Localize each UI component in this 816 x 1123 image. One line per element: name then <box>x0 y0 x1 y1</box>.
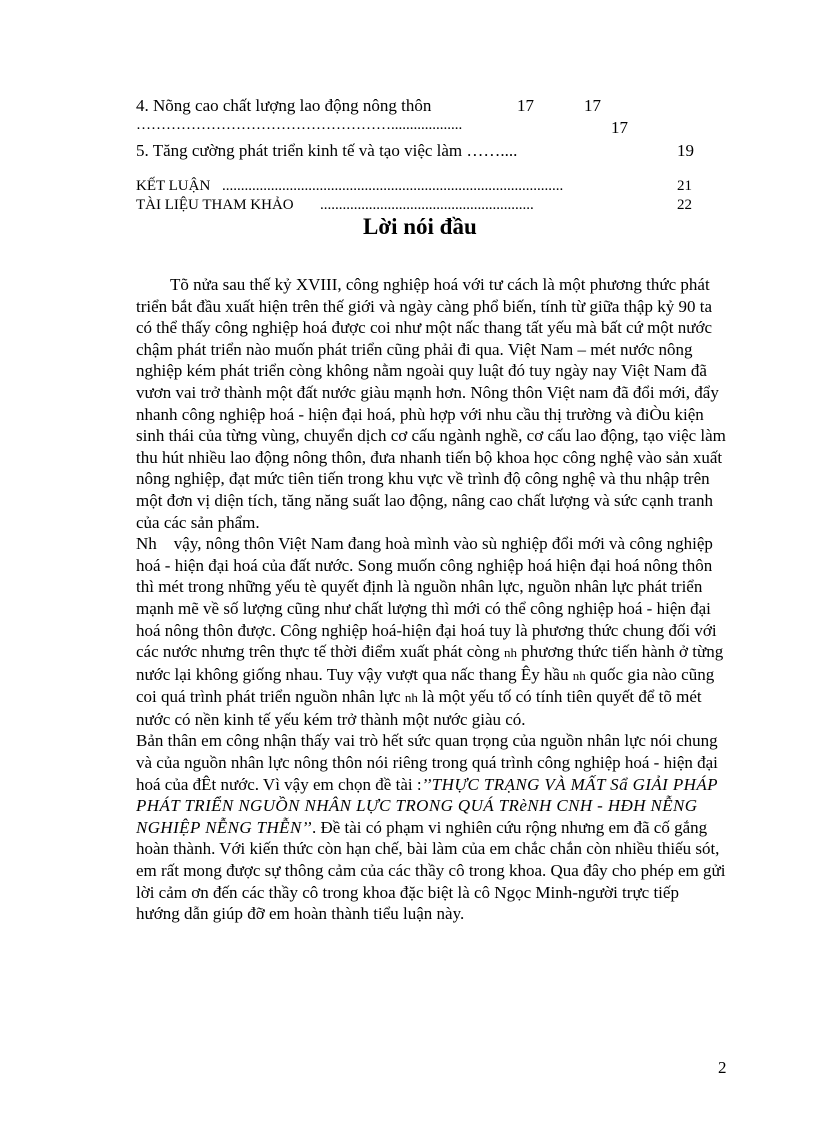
paragraph-3-text-a: Bản thân em công nhận thấy vai trò hết sức quan trọng của nguồn nhân lực nói chung và của nguồn nhân lực nông thôn nói riêng trong quá trình công nghiệp hoá - hiện đại hoá của đÊt nước. Vì vậy em chọn đề tài : <box>136 731 718 794</box>
paragraph-2-start: Nh <box>136 534 157 554</box>
toc-item-4-dots: ……………………………………………................... <box>136 117 463 133</box>
toc-item-4-page-b: 17 <box>584 96 601 115</box>
paragraph-2-text-c: quốc gia nào cũng coi quá trình phát triển nguồn nhân lực <box>136 664 715 707</box>
fragment-nh-2: nh <box>572 667 586 683</box>
toc-item-4-label: 4. Nõng cao chất lượng lao động nông thôn <box>136 96 432 115</box>
toc-conclusion-page: 21 <box>677 178 692 194</box>
toc-references-label: TÀI LIỆU THAM KHẢO <box>136 197 294 213</box>
paragraph-3-text-b: . Đề tài có phạm vi nghiên cứu rộng nhưng em đã cố gắng hoàn thành. Với kiến thức còn hạn chế, bài làm của em chắc chắn còn nhiều thiếu sót, em rất mong được sự thông cảm của các thầy cô trong khoa. Qua đây cho phép em gửi lời cảm ơn đến các thầy cô trong khoa đặc biệt là cô Ngọc Minh-người trực tiếp hướng dẫn giúp đỡ em hoàn thành tiểu luận này. <box>136 817 726 924</box>
page-number: 2 <box>718 1058 727 1077</box>
toc-references-page: 22 <box>677 197 692 213</box>
fragment-nh-1: nh <box>504 645 518 661</box>
paragraph-2 <box>136 533 726 730</box>
toc-references-dots: ......................................................... <box>320 197 534 213</box>
paragraph-2-text-a: vậy, nông thôn Việt Nam đang hoà mình vào sù nghiệp đổi mới và công nghiệp hoá - hiện đại hoá của đất nước. Song muốn công nghiệp hoá hiện đại hoá nông thôn thì mét trong những yếu tè quyết định là nguồn nhân lực, nguồn nhân lực phát triển mạnh mẽ về số lượng cũng như chất lượng thì mới có thể công nghiệp hoá - hiện đại hoá nông thôn được. Công nghiệp hoá-hiện đại hoá tuy là phương thức chung đối với các nước nhưng trên thực tế thời điểm xuất phát còng <box>136 534 717 662</box>
body-text <box>136 274 726 925</box>
toc-item-5-label: 5. Tăng cường phát triển kinh tế và tạo việc làm …….... <box>136 141 518 160</box>
paragraph-2-text-b: phương thức tiến hành ở từng nước lại không giống nhau. Tuy vậy vượt qua nấc thang Êy hầu <box>136 642 724 684</box>
fragment-nh-3: nh <box>404 690 418 706</box>
paragraph-3 <box>136 730 726 924</box>
thesis-topic: ’’THỰC TRẠNG VÀ MẤT Sẩ GIẢI PHÁP PHÁT TRIỂN NGUỒN NHÂN LỰC TRONG QUÁ TRèNH CNH - HĐH NỄNG NGHIỆP NỄNG THỄN’’ <box>136 774 718 837</box>
toc-item-4-page-a: 17 <box>517 96 534 115</box>
toc-conclusion-dots: ........................................................................................... <box>222 178 564 194</box>
toc-item-5-page: 19 <box>677 141 694 160</box>
toc-conclusion-label: KẾT LUẬN <box>136 178 211 194</box>
paragraph-1: Tõ nửa sau thế kỷ XVIII, công nghiệp hoá với tư cách là một phương thức phát triển bắt đầu xuất hiện trên thế giới và ngày càng phổ biến, tính từ giữa thập kỷ 90 ta có thể thấy công nghiệp hoá được coi như một nấc thang tất yếu mà bất cứ một nước chậm phát triển nào muốn phát triển cũng phải đi qua. Việt Nam – mét nước nông nghiệp kém phát triển còng không nằm ngoài quy luật đó tuy ngày nay Việt Nam đã vươn vai trở thành một đất nước giàu mạnh hơn. Nông thôn Việt nam đã đổi mới, đẩy nhanh công nghiệp hoá - hiện đại hoá, phù hợp với nhu cầu thị trường và điÒu kiện sinh thái của từng vùng, chuyển dịch cơ cấu ngành nghề, cơ cấu lao động, tạo việc làm thu hút nhiều lao động nông thôn, đưa nhanh tiến bộ khoa học công nghệ vào sản xuất nông nghiệp, đạt mức tiên tiến trong khu vực về trình độ công nghệ và thu nhập trên một đơn vị diện tích, tăng năng suất lao động, nâng cao chất lượng và sức cạnh tranh của các sản phẩm. <box>136 275 726 532</box>
page-title: Lời nói đầu <box>363 214 477 239</box>
paragraph-2-text-d: là một yếu tố có tính tiên quyết để tõ mét nước có nền kinh tế yếu kém trở thành một nước giàu có. <box>136 687 702 729</box>
toc-item-4-page-c: 17 <box>611 118 628 137</box>
